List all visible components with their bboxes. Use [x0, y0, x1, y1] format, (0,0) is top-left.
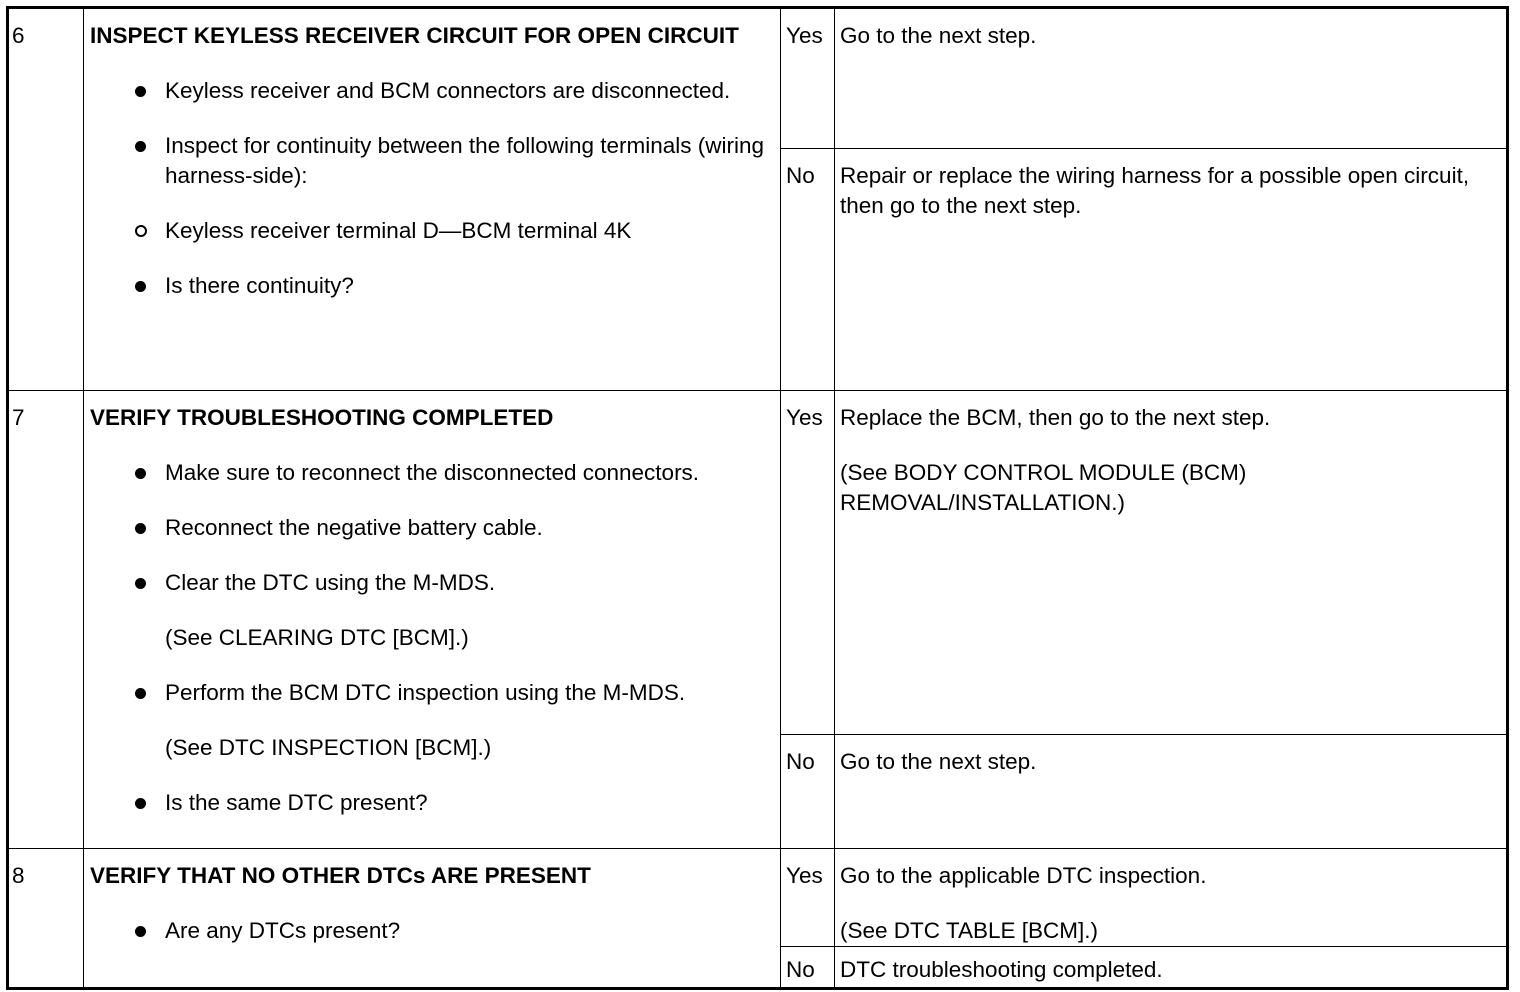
procedure-item: Clear the DTC using the M-MDS.	[90, 568, 774, 598]
procedure-item: Inspect for continuity between the following terminals (wiring harness-side):	[90, 131, 774, 191]
result-action	[835, 735, 1508, 849]
action-text: Go to the next step.	[840, 749, 1037, 774]
step-6-row-yes	[8, 8, 1508, 149]
result-action	[835, 149, 1508, 391]
procedure-reference: (See CLEARING DTC [BCM].)	[165, 625, 469, 650]
procedure-item: Perform the BCM DTC inspection using the M-MDS.	[90, 678, 774, 708]
action-text: Replace the BCM, then go to the next step.	[840, 405, 1271, 430]
procedure-sublist	[90, 216, 774, 246]
troubleshooting-table	[6, 6, 1509, 990]
procedure-question: Is the same DTC present?	[90, 788, 774, 818]
step-procedure	[84, 8, 781, 391]
result-action	[835, 391, 1508, 735]
step-procedure	[84, 849, 781, 989]
step-title: VERIFY THAT NO OTHER DTCs ARE PRESENT	[90, 863, 591, 888]
procedure-reference: (See DTC INSPECTION [BCM].)	[165, 735, 492, 760]
step-title: VERIFY TROUBLESHOOTING COMPLETED	[90, 405, 554, 430]
procedure-list	[90, 678, 774, 708]
procedure-item: Make sure to reconnect the disconnected connectors.	[90, 458, 774, 488]
result-action	[835, 849, 1508, 947]
action-text: Go to the next step.	[840, 23, 1037, 48]
procedure-list	[90, 458, 774, 598]
result-label-no: No	[781, 947, 835, 989]
step-number: 8	[8, 849, 84, 989]
procedure-question: Is there continuity?	[90, 271, 774, 301]
procedure-subitem: Keyless receiver terminal D—BCM terminal 4K	[90, 216, 774, 246]
procedure-item: Reconnect the negative battery cable.	[90, 513, 774, 543]
step-title: INSPECT KEYLESS RECEIVER CIRCUIT FOR OPEN CIRCUIT	[90, 23, 739, 48]
step-number: 7	[8, 391, 84, 849]
procedure-item: Keyless receiver and BCM connectors are disconnected.	[90, 76, 774, 106]
procedure-question: Are any DTCs present?	[90, 916, 774, 946]
action-text: Go to the applicable DTC inspection.	[840, 863, 1207, 888]
result-action	[835, 947, 1508, 989]
result-label-no: No	[781, 149, 835, 391]
step-number: 6	[8, 8, 84, 391]
result-label-no: No	[781, 735, 835, 849]
result-action	[835, 8, 1508, 149]
result-label-yes: Yes	[781, 8, 835, 149]
action-text: DTC troubleshooting completed.	[840, 957, 1163, 982]
action-reference: (See BODY CONTROL MODULE (BCM) REMOVAL/INSTALLATION.)	[840, 460, 1247, 515]
action-text: Repair or replace the wiring harness for a possible open circuit, then go to the next step.	[840, 163, 1470, 218]
result-label-yes: Yes	[781, 391, 835, 735]
procedure-list	[90, 788, 774, 818]
procedure-list	[90, 76, 774, 191]
procedure-list	[90, 916, 774, 946]
procedure-list	[90, 271, 774, 301]
result-label-yes: Yes	[781, 849, 835, 947]
action-reference: (See DTC TABLE [BCM].)	[840, 918, 1098, 943]
step-8-row-yes	[8, 849, 1508, 947]
step-procedure	[84, 391, 781, 849]
step-7-row-yes	[8, 391, 1508, 735]
